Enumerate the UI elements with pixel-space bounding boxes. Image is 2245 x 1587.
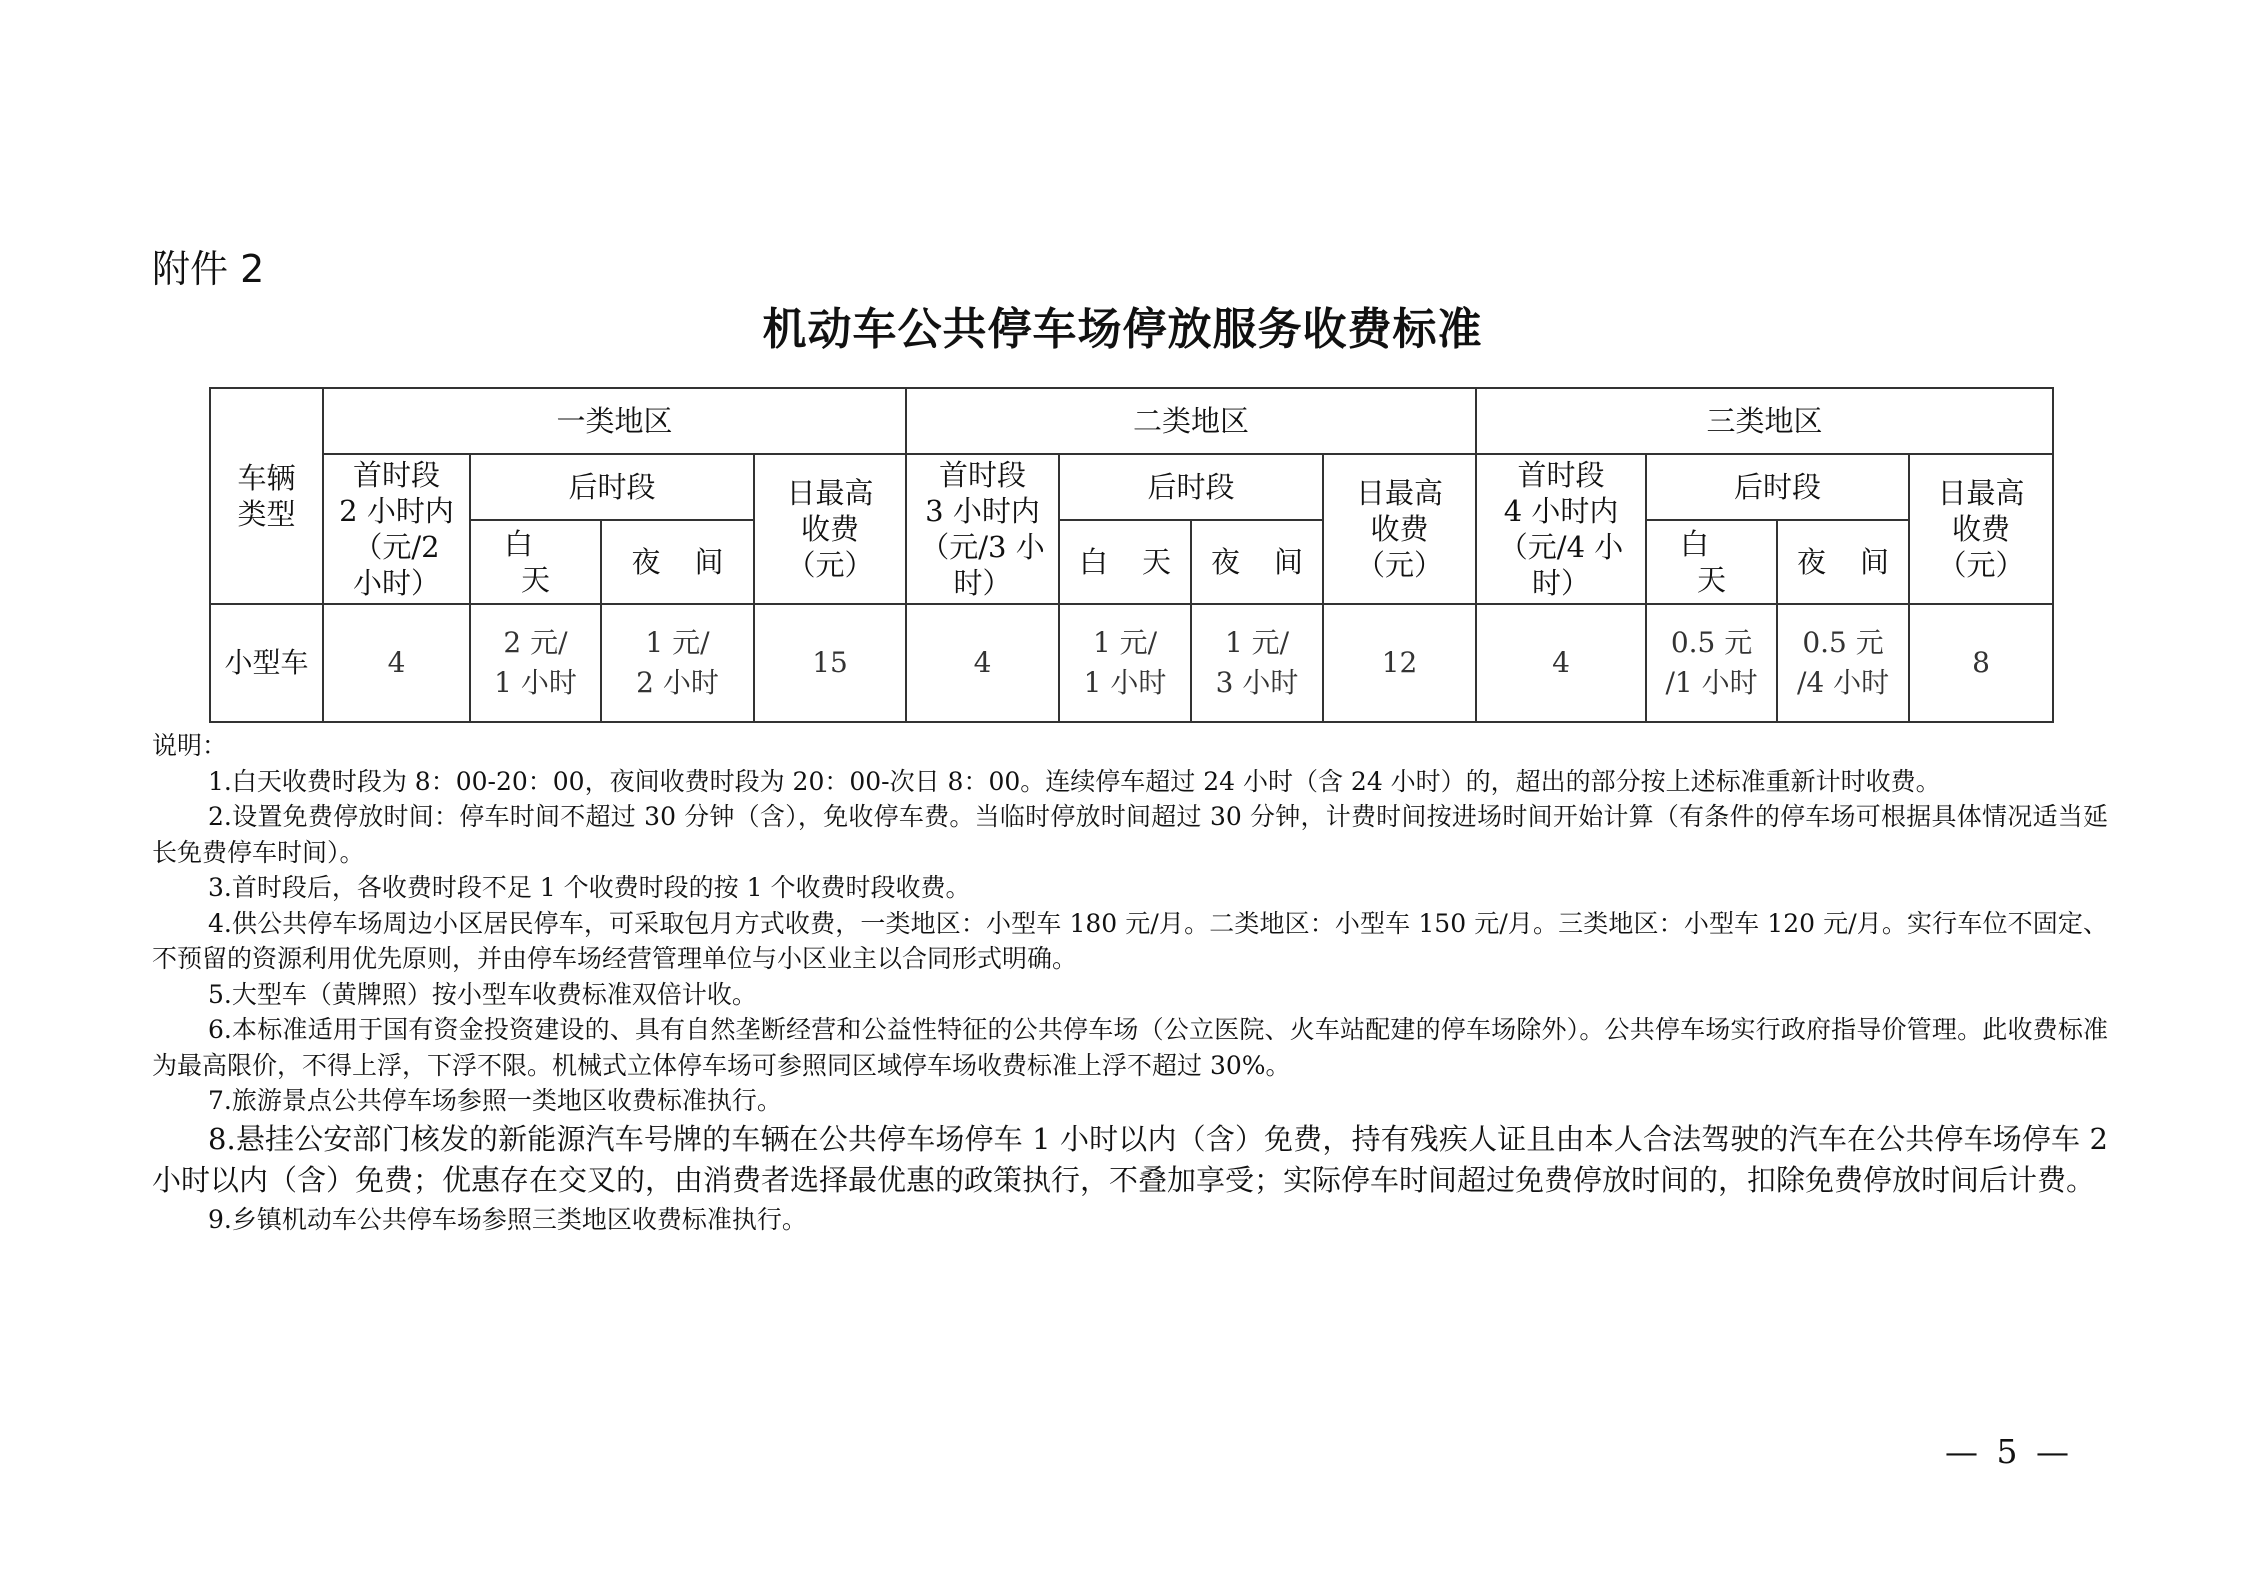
zone-1-first-period-header: 首时段 2 小时内 （元/2 小时） [323, 454, 470, 604]
zone-1-day-value: 2 元/ 1 小时 [470, 604, 601, 722]
zone-2-night-value: 1 元/ 3 小时 [1191, 604, 1323, 722]
zone-1-daily-max-header: 日最高 收费 （元） [754, 454, 906, 604]
note-item-8: 8.悬挂公安部门核发的新能源汽车号牌的车辆在公共停车场停车 1 小时以内（含）免费，持有残疾人证且由本人合法驾驶的汽车在公共停车场停车 2 小时以内（含）免费；优惠存在交叉的，由消费者选择最优惠的政策执行，不叠加享受；实际停车时间超过免费停放时间的，扣除免费停放时间后计费。 [152, 1121, 2108, 1197]
note-item-5: 5.大型车（黄牌照）按小型车收费标准双倍计收。 [208, 979, 757, 1009]
zone-1-night-value: 1 元/ 2 小时 [601, 604, 754, 722]
zone-1-first-period-value: 4 [323, 604, 470, 722]
zone-2-day-header: 白天 [1059, 520, 1191, 604]
zone-2-day-value: 1 元/ 1 小时 [1059, 604, 1191, 722]
zone-3-later-period-header: 后时段 [1646, 454, 1909, 520]
attachment-label: 附件 2 [152, 247, 265, 291]
zone-2-daily-max-value: 12 [1323, 604, 1476, 722]
zone-3-first-period-value: 4 [1476, 604, 1646, 722]
zone-3-night-header: 夜间 [1777, 520, 1909, 604]
zone-2-night-header: 夜间 [1191, 520, 1323, 604]
zone-2-first-period-value: 4 [906, 604, 1059, 722]
notes-heading: 说明： [152, 731, 228, 760]
note-item-3: 3.首时段后，各收费时段不足 1 个收费时段的按 1 个收费时段收费。 [208, 873, 971, 902]
note-item-6: 6.本标准适用于国有资金投资建设的、具有自然垄断经营和公益性特征的公共停车场（公立医院、火车站配建的停车场除外）。公共停车场实行政府指导价管理。此收费标准为最高限价，不得上浮，下浮不限。机械式立体停车场可参照同区域停车场收费标准上浮不超过 30%。 [152, 1015, 2108, 1080]
zone-2-header: 二类地区 [906, 388, 1476, 454]
note-item-4: 4.供公共停车场周边小区居民停车，可采取包月方式收费，一类地区：小型车 180 元/月。二类地区：小型车 150 元/月。三类地区：小型车 120 元/月。实行车位不固定、不预留的资源利用优先原则，并由停车场经营管理单位与小区业主以合同形式明确。 [152, 908, 2108, 973]
vehicle-type-header: 车辆 类型 [210, 388, 323, 604]
zone-1-night-header: 夜间 [601, 520, 754, 604]
zone-3-first-period-header: 首时段 4 小时内 （元/4 小 时） [1476, 454, 1646, 604]
zone-3-header: 三类地区 [1476, 388, 2053, 454]
fee-table [209, 387, 2054, 723]
page-number: — 5 — [1945, 1432, 2073, 1471]
zone-1-daily-max-value: 15 [754, 604, 906, 722]
zone-2-first-period-header: 首时段 3 小时内 （元/3 小 时） [906, 454, 1059, 604]
table-row [210, 604, 2053, 722]
zone-3-day-header: 白天 [1646, 520, 1777, 604]
zone-3-daily-max-value: 8 [1909, 604, 2053, 722]
zone-1-day-header: 白天 [470, 520, 601, 604]
note-item-2: 2.设置免费停放时间：停车时间不超过 30 分钟（含），免收停车费。当临时停放时间超过 30 分钟，计费时间按进场时间开始计算（有条件的停车场可根据具体情况适当延长免费停车时间）。 [152, 802, 2108, 867]
zone-1-header: 一类地区 [323, 388, 906, 454]
document-title: 机动车公共停车场停放服务收费标准 [762, 304, 1483, 355]
zone-3-night-value: 0.5 元 /4 小时 [1777, 604, 1909, 722]
note-item-9: 9.乡镇机动车公共停车场参照三类地区收费标准执行。 [208, 1204, 807, 1234]
vehicle-type-cell: 小型车 [210, 604, 323, 722]
notes-section [152, 728, 2108, 1237]
zone-3-day-value: 0.5 元 /1 小时 [1646, 604, 1777, 722]
zone-1-later-period-header: 后时段 [470, 454, 754, 520]
note-item-7: 7.旅游景点公共停车场参照一类地区收费标准执行。 [208, 1086, 782, 1115]
zone-3-daily-max-header: 日最高 收费 （元） [1909, 454, 2053, 604]
note-item-1: 1.白天收费时段为 8：00-20：00，夜间收费时段为 20：00-次日 8：00。连续停车超过 24 小时（含 24 小时）的，超出的部分按上述标准重新计时收费。 [208, 766, 1941, 796]
zone-2-later-period-header: 后时段 [1059, 454, 1323, 520]
zone-2-daily-max-header: 日最高 收费 （元） [1323, 454, 1476, 604]
